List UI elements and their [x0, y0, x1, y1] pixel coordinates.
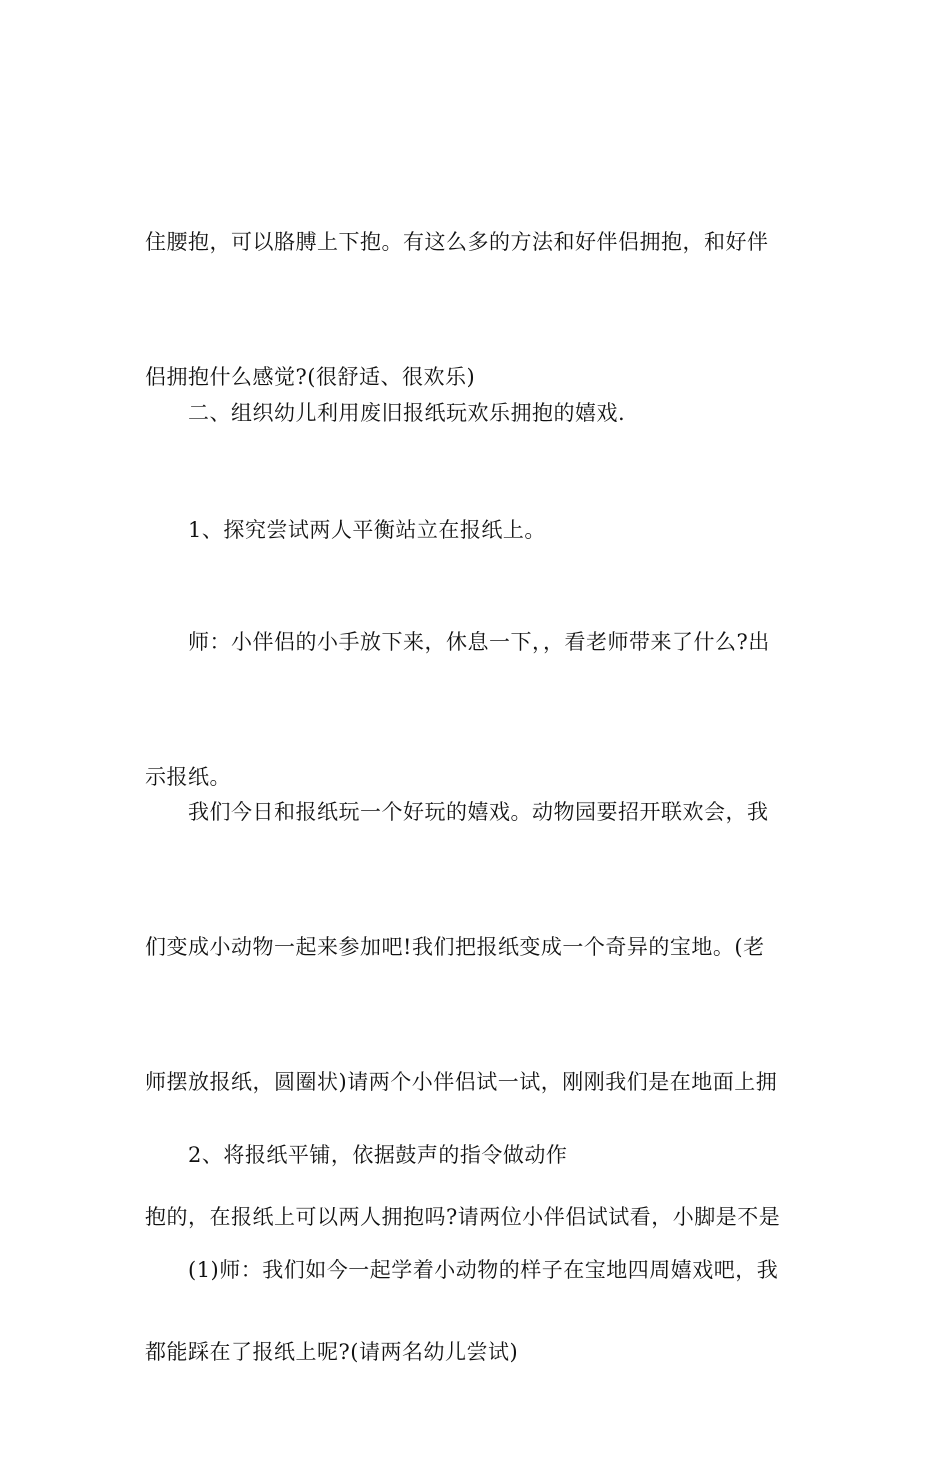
text-line: 师：小伴侣的小手放下来，休息一下，，看老师带来了什么?出	[145, 630, 770, 654]
text-line: 侣拥抱什么感觉?(很舒适、很欢乐)	[145, 365, 476, 389]
text-line: 抱的，在报纸上可以两人拥抱吗?请两位小伴侣试试看，小脚是不是	[145, 1205, 781, 1229]
text-line: 师摆放报纸，圆圈状)请两个小伴侣试一试，刚刚我们是在地面上拥	[145, 1070, 778, 1094]
text-line: (1)师：我们如今一起学着小动物的样子在宝地四周嬉戏吧，我	[145, 1258, 779, 1282]
text-line: 二、组织幼儿利用废旧报纸玩欢乐拥抱的嬉戏.	[145, 401, 626, 425]
paragraph-step-1	[145, 1158, 810, 1383]
text-line: 住腰抱，可以胳膊上下抱。有这么多的方法和好伴侣拥抱，和好伴	[145, 230, 769, 254]
text-line: 都能踩在了报纸上呢?(请两名幼儿尝试)	[145, 1340, 519, 1364]
text-line: 示报纸。	[145, 765, 231, 789]
text-line: 我们今日和报纸玩一个好玩的嬉戏。动物园要招开联欢会，我	[145, 800, 769, 824]
text-line: 1、探究尝试两人平衡站立在报纸上。	[145, 518, 546, 542]
text-line: 们变成小动物一起来参加吧!我们把报纸变成一个奇异的宝地。(老	[145, 935, 765, 959]
text-line: 2、将报纸平铺，依据鼓声的指令做动作	[145, 1143, 568, 1167]
